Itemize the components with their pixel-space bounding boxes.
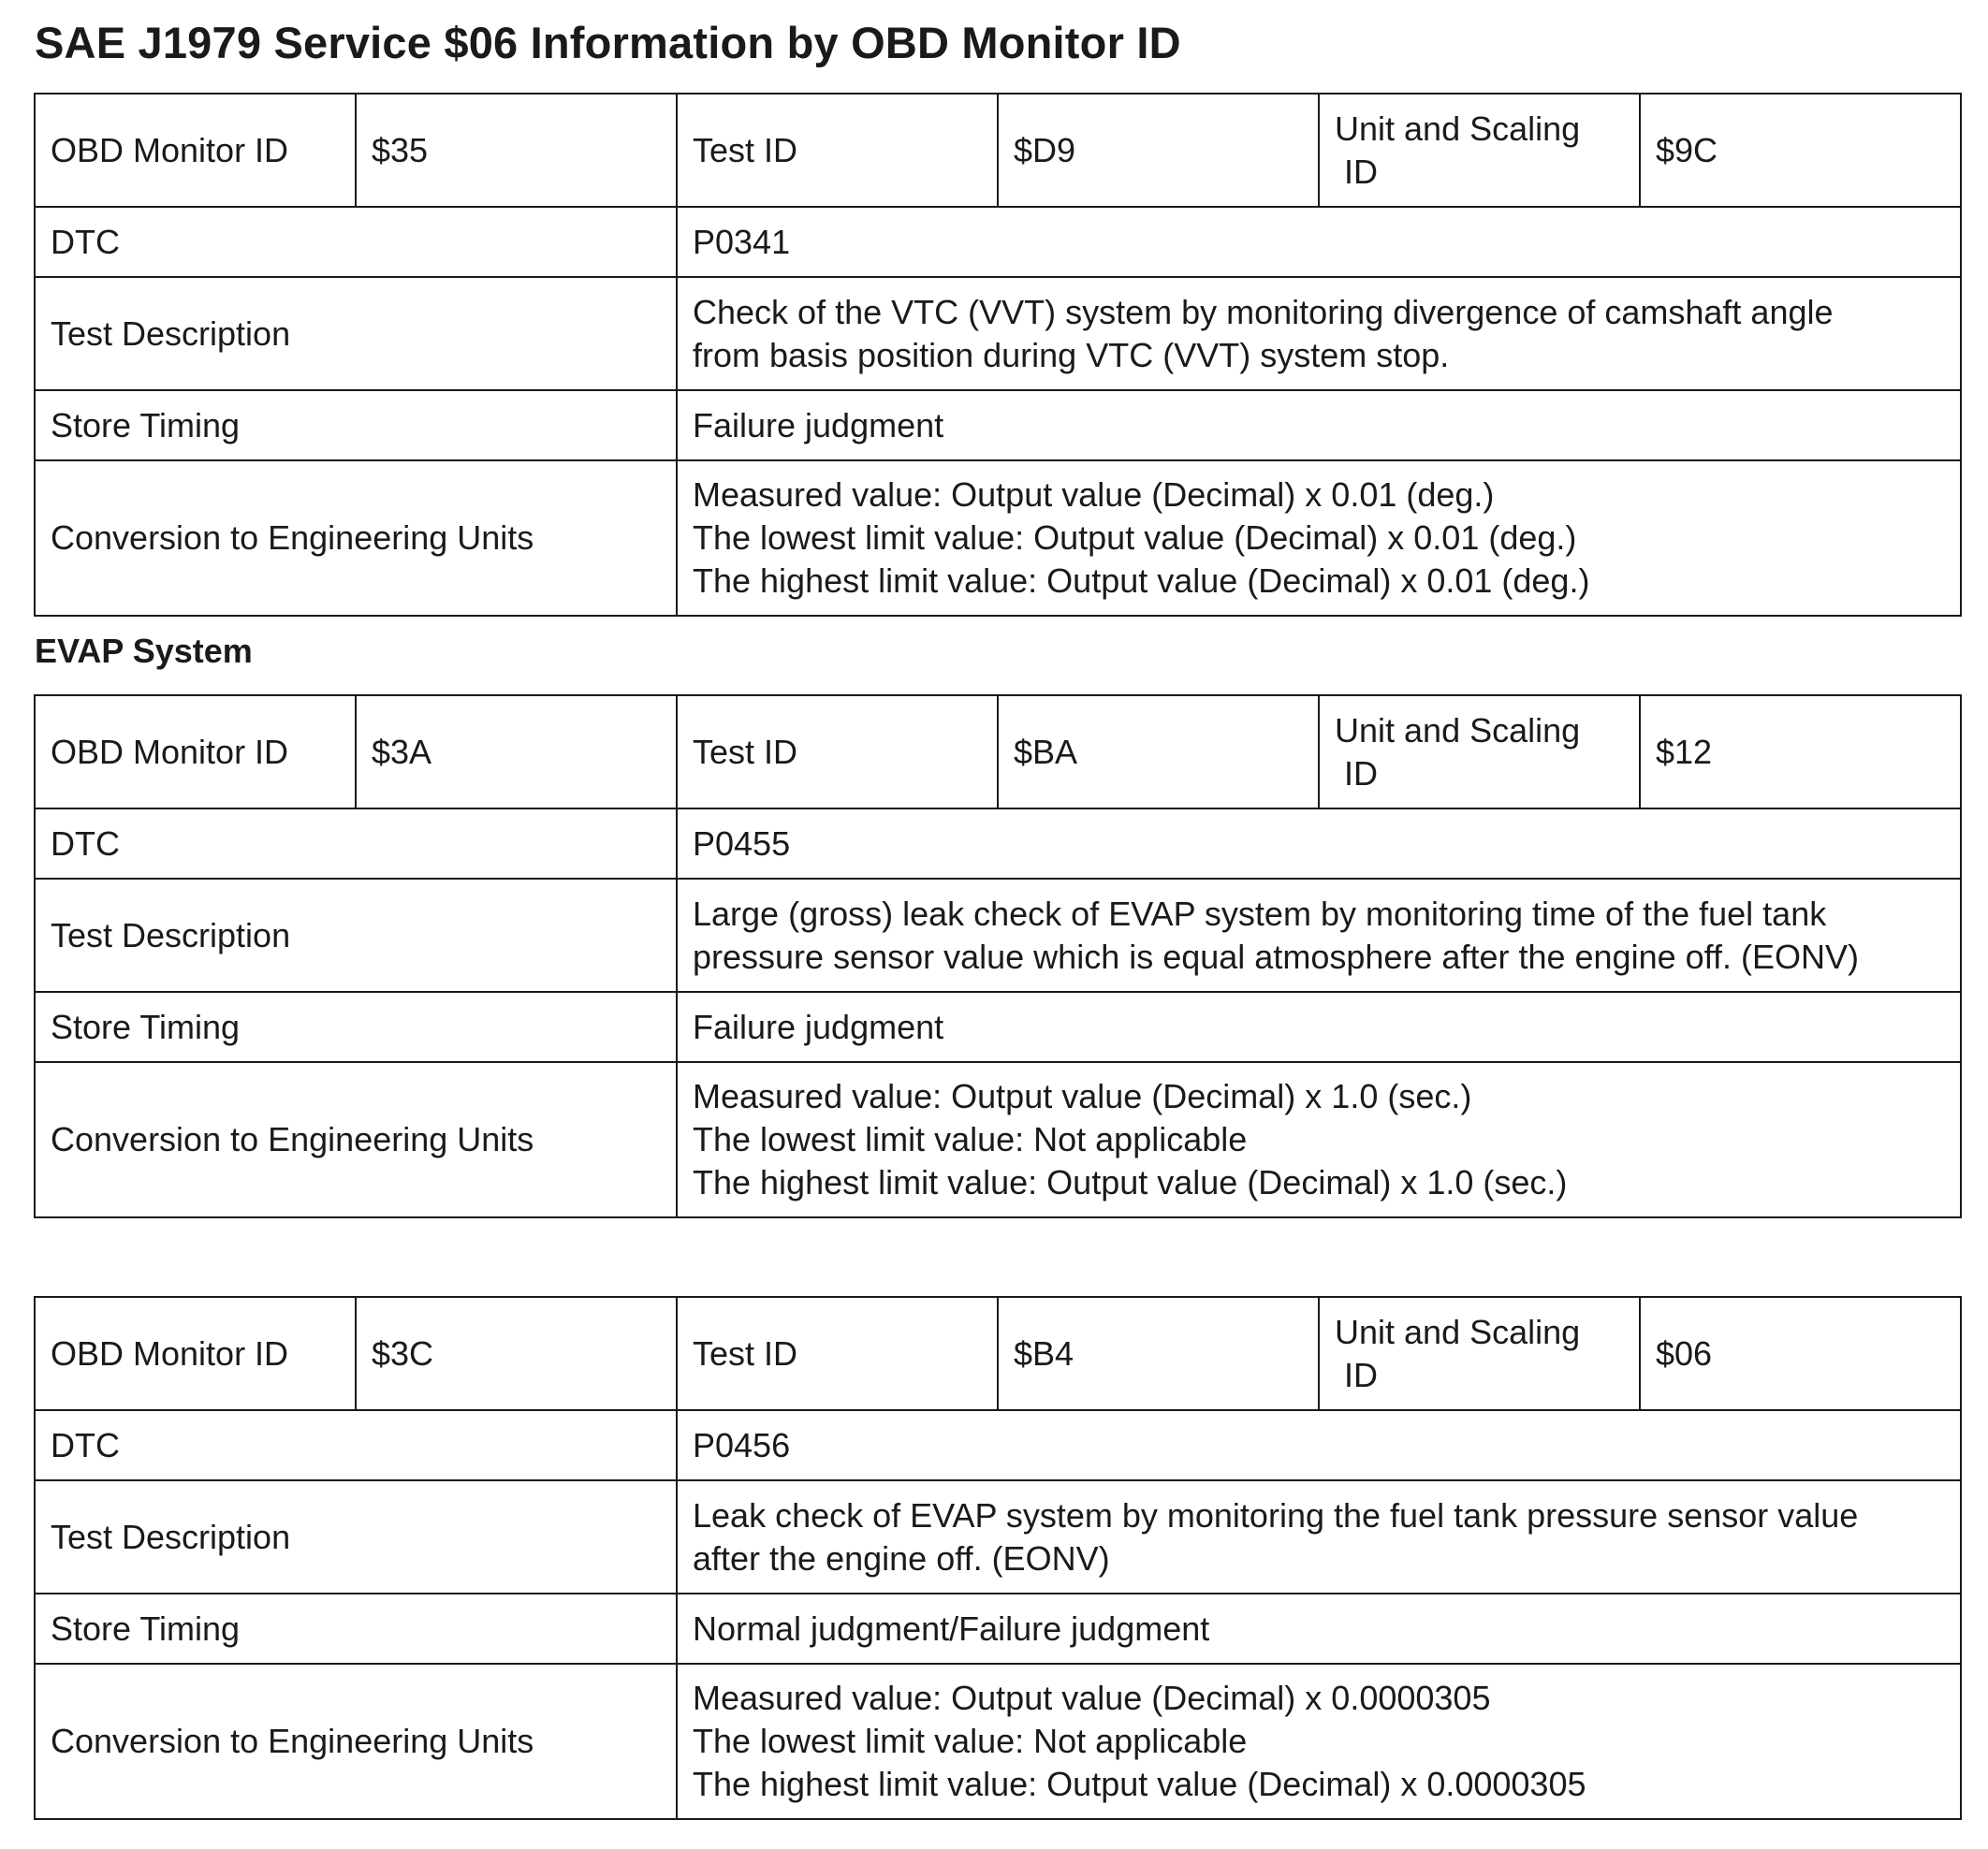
- test-id-value: $D9: [998, 94, 1319, 207]
- dtc-label: DTC: [35, 808, 677, 879]
- test-id-value: $B4: [998, 1297, 1319, 1410]
- highest-limit-line: The highest limit value: Output value (Decimal) x 0.0000305: [693, 1765, 1586, 1803]
- measured-value-line: Measured value: Output value (Decimal) x 1.0 (sec.): [693, 1077, 1472, 1115]
- unit-scaling-id-value: $06: [1640, 1297, 1961, 1410]
- dtc-row: [35, 207, 1961, 277]
- dtc-row: [35, 808, 1961, 879]
- obd-monitor-id-value: $35: [356, 94, 677, 207]
- conversion-value: [677, 460, 1961, 616]
- obd-monitor-table: [34, 93, 1962, 617]
- conversion-label: Conversion to Engineering Units: [35, 1664, 677, 1819]
- obd-monitor-table: [34, 694, 1962, 1218]
- id-row: [35, 695, 1961, 808]
- test-description-value: Check of the VTC (VVT) system by monitoring divergence of camshaft angle from basis position during VTC (VVT) system stop.: [677, 277, 1961, 390]
- conversion-label: Conversion to Engineering Units: [35, 460, 677, 616]
- lowest-limit-line: The lowest limit value: Output value (Decimal) x 0.01 (deg.): [693, 518, 1577, 557]
- conversion-value: [677, 1062, 1961, 1217]
- unit-scaling-id-value: $12: [1640, 695, 1961, 808]
- dtc-value: P0341: [677, 207, 1961, 277]
- conversion-value: [677, 1664, 1961, 1819]
- dtc-row: [35, 1410, 1961, 1480]
- dtc-value: P0456: [677, 1410, 1961, 1480]
- id-row: [35, 94, 1961, 207]
- store-timing-value: Normal judgment/Failure judgment: [677, 1594, 1961, 1664]
- obd-monitor-id-label: OBD Monitor ID: [35, 695, 356, 808]
- highest-limit-line: The highest limit value: Output value (Decimal) x 1.0 (sec.): [693, 1163, 1568, 1201]
- store-timing-row: [35, 992, 1961, 1062]
- unit-scaling-id-label: Unit and Scaling ID: [1319, 94, 1640, 207]
- conversion-row: [35, 1664, 1961, 1819]
- store-timing-row: [35, 1594, 1961, 1664]
- test-description-label: Test Description: [35, 1480, 677, 1594]
- test-description-row: [35, 1480, 1961, 1594]
- test-description-value: Leak check of EVAP system by monitoring the fuel tank pressure sensor value after the engine off. (EONV): [677, 1480, 1961, 1594]
- lowest-limit-line: The lowest limit value: Not applicable: [693, 1722, 1248, 1760]
- store-timing-row: [35, 390, 1961, 460]
- highest-limit-line: The highest limit value: Output value (Decimal) x 0.01 (deg.): [693, 561, 1590, 600]
- page-title: SAE J1979 Service $06 Information by OBD Monitor ID: [35, 18, 1181, 67]
- store-timing-label: Store Timing: [35, 1594, 677, 1664]
- test-description-label: Test Description: [35, 879, 677, 992]
- lowest-limit-line: The lowest limit value: Not applicable: [693, 1120, 1248, 1158]
- test-description-row: [35, 879, 1961, 992]
- measured-value-line: Measured value: Output value (Decimal) x 0.0000305: [693, 1679, 1491, 1717]
- test-description-label: Test Description: [35, 277, 677, 390]
- id-row: [35, 1297, 1961, 1410]
- test-id-value: $BA: [998, 695, 1319, 808]
- test-id-label: Test ID: [677, 695, 998, 808]
- test-id-label: Test ID: [677, 1297, 998, 1410]
- unit-scaling-id-value: $9C: [1640, 94, 1961, 207]
- dtc-value: P0455: [677, 808, 1961, 879]
- conversion-row: [35, 460, 1961, 616]
- store-timing-label: Store Timing: [35, 390, 677, 460]
- obd-monitor-id-value: $3C: [356, 1297, 677, 1410]
- unit-scaling-id-label: Unit and Scaling ID: [1319, 1297, 1640, 1410]
- obd-monitor-id-label: OBD Monitor ID: [35, 1297, 356, 1410]
- store-timing-label: Store Timing: [35, 992, 677, 1062]
- store-timing-value: Failure judgment: [677, 992, 1961, 1062]
- dtc-label: DTC: [35, 207, 677, 277]
- unit-scaling-id-label: Unit and Scaling ID: [1319, 695, 1640, 808]
- obd-monitor-id-label: OBD Monitor ID: [35, 94, 356, 207]
- test-id-label: Test ID: [677, 94, 998, 207]
- obd-monitor-id-value: $3A: [356, 695, 677, 808]
- section-heading: EVAP System: [35, 632, 253, 670]
- measured-value-line: Measured value: Output value (Decimal) x 0.01 (deg.): [693, 475, 1495, 514]
- conversion-row: [35, 1062, 1961, 1217]
- dtc-label: DTC: [35, 1410, 677, 1480]
- test-description-value: Large (gross) leak check of EVAP system by monitoring time of the fuel tank pressure sensor value which is equal atmosphere after the engine off. (EONV): [677, 879, 1961, 992]
- obd-monitor-table: [34, 1296, 1962, 1820]
- store-timing-value: Failure judgment: [677, 390, 1961, 460]
- test-description-row: [35, 277, 1961, 390]
- conversion-label: Conversion to Engineering Units: [35, 1062, 677, 1217]
